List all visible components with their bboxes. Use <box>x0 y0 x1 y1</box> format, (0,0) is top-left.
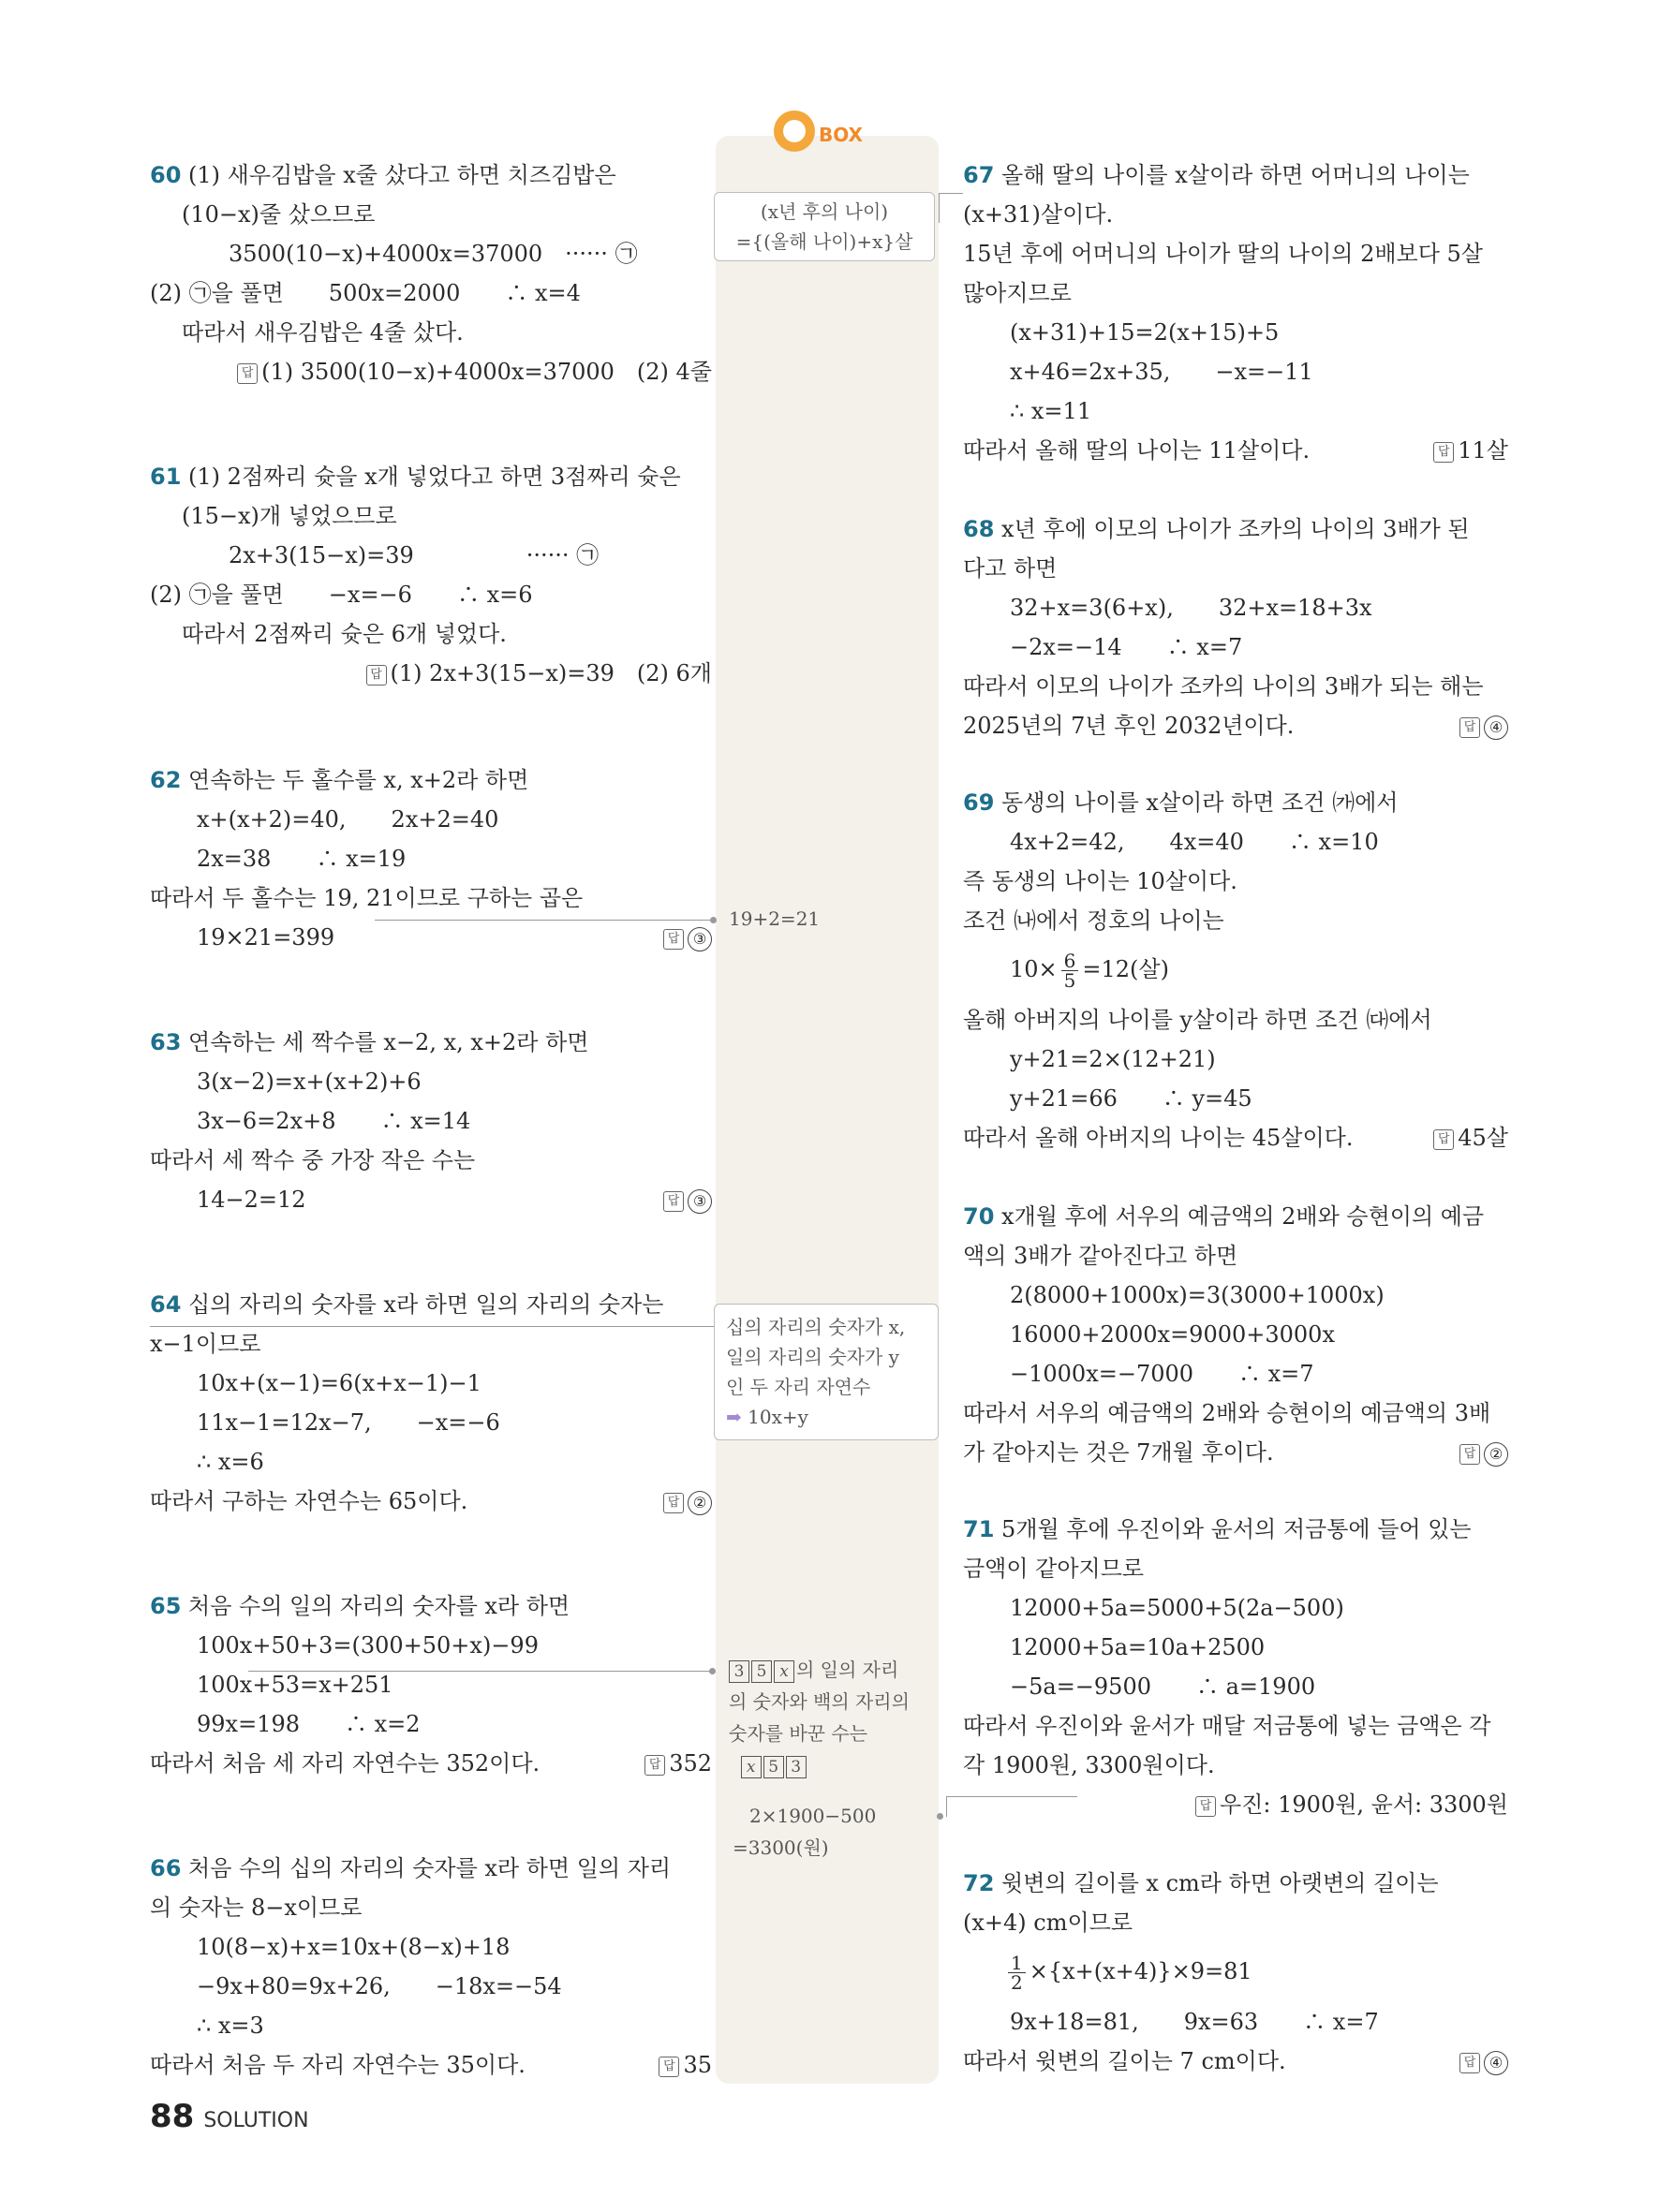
equation: 9x+18=81, 9x=63 ∴ x=7 <box>1010 2009 1379 2035</box>
line: 따라서 처음 세 자리 자연수는 352이다. <box>150 1750 541 1777</box>
line: x개월 후에 서우의 예금액의 2배와 승현이의 예금 <box>1001 1203 1485 1230</box>
problem-number: 64 <box>150 1291 182 1318</box>
qbox-logo <box>774 111 886 157</box>
note-line: 십의 자리의 숫자가 x, <box>726 1316 906 1338</box>
answer: 답 (1) 3500(10−x)+4000x=37000 (2) 4줄 <box>237 358 712 386</box>
equation: 10x+(x−1)=6(x+x−1)−1 <box>197 1370 481 1396</box>
problem-number: 61 <box>150 464 182 490</box>
line: (1) 2점짜리 슛을 x개 넣었다고 하면 3점짜리 슛은 <box>188 464 681 490</box>
answer: 답 (1) 2x+3(15−x)=39 (2) 6개 <box>366 659 712 687</box>
equation: 3x−6=2x+8 ∴ x=14 <box>197 1108 471 1134</box>
note-dot <box>710 917 717 923</box>
answer-icon: 답 <box>1459 717 1480 738</box>
line: 가 같아지는 것은 7개월 후이다. <box>963 1439 1274 1466</box>
answer-icon: 답 <box>663 929 684 950</box>
line: 처음 수의 십의 자리의 숫자를 x라 하면 일의 자리 <box>188 1855 672 1881</box>
line: 올해 딸의 나이를 x살이라 하면 어머니의 나이는 <box>1001 162 1470 188</box>
answer: 답 ② <box>1459 1438 1508 1467</box>
answer-icon: 답 <box>1433 442 1454 463</box>
equation: 100x+53=x+251 <box>197 1672 393 1698</box>
equation: 99x=198 ∴ x=2 <box>197 1711 421 1737</box>
equation: (x+31)+15=2(x+15)+5 <box>1010 319 1280 346</box>
problem-number: 65 <box>150 1593 182 1619</box>
note-yunseo-calc: 2×1900−500 =3300(원) <box>733 1805 877 1859</box>
line: 십의 자리의 숫자를 x라 하면 일의 자리의 숫자는 <box>188 1291 664 1318</box>
equation: 2x+3(15−x)=39 ······ ㉠ <box>229 542 600 568</box>
note-line: 인 두 자리 자연수 <box>726 1376 871 1398</box>
note-pointer <box>946 1796 1077 1797</box>
answer-icon: 답 <box>237 363 258 384</box>
line: 각 1900원, 3300원이다. <box>963 1752 1215 1778</box>
equation: ∴ x=6 <box>197 1449 264 1475</box>
equation: 12000+5a=10a+2500 <box>1010 1634 1266 1660</box>
line: (1) 새우김밥을 x줄 샀다고 하면 치즈김밥은 <box>188 162 616 188</box>
line: 다고 하면 <box>963 555 1058 582</box>
answer: 답 ④ <box>1459 2047 1508 2075</box>
answer: 답 352 <box>644 1749 712 1777</box>
note-pointer <box>939 193 963 194</box>
note-age-box <box>714 192 935 261</box>
line: 따라서 올해 딸의 나이는 11살이다. <box>963 437 1311 464</box>
equation: −9x+80=9x+26, −18x=−54 <box>197 1973 562 1999</box>
equation-fraction: $\frac{1}{2}$ ×{x+(x+4)}×9=81 <box>1004 1954 1252 1992</box>
line: 따라서 새우김밥은 4줄 샀다. <box>182 319 464 346</box>
equation: 100x+50+3=(300+50+x)−99 <box>197 1632 539 1659</box>
answer: 답 ③ <box>663 1186 712 1214</box>
equation: −5a=−9500 ∴ a=1900 <box>1010 1674 1316 1700</box>
equation: ∴ x=3 <box>197 2013 264 2039</box>
q-icon <box>774 111 815 152</box>
problem-number: 71 <box>963 1516 995 1542</box>
problem-number: 70 <box>963 1203 995 1230</box>
equation: 2x=38 ∴ x=19 <box>197 846 407 872</box>
answer-icon: 답 <box>663 1493 684 1513</box>
arrow-icon: ➡ <box>726 1406 742 1428</box>
equation: 14−2=12 <box>197 1187 306 1213</box>
line: 즉 동생의 나이는 10살이다. <box>963 868 1237 894</box>
qbox-strip <box>716 136 939 2084</box>
fraction: $\frac{6}{5}$ <box>1061 951 1079 990</box>
note-line: ➡ 10x+y <box>726 1406 808 1428</box>
equation: 19×21=399 <box>197 924 335 951</box>
line: x−1이므로 <box>150 1331 261 1357</box>
note-pointer <box>939 193 940 223</box>
line: 윗변의 길이를 x cm라 하면 아랫변의 길이는 <box>1001 1870 1439 1896</box>
note-odd-sum: 19+2=21 <box>729 907 821 930</box>
line: 연속하는 세 짝수를 x−2, x, x+2라 하면 <box>188 1029 589 1055</box>
note-pointer <box>946 1796 947 1817</box>
line: 따라서 윗변의 길이는 7 cm이다. <box>963 2048 1286 2074</box>
line: 2025년의 7년 후인 2032년이다. <box>963 713 1295 739</box>
note-pointer <box>150 1326 716 1327</box>
page-number: 88 <box>150 2098 195 2135</box>
page-footer <box>150 2098 309 2135</box>
line: 따라서 구하는 자연수는 65이다. <box>150 1488 468 1514</box>
line: (x+4) cm이므로 <box>963 1910 1133 1936</box>
fraction: $\frac{1}{2}$ <box>1008 1954 1026 1992</box>
note-pointer <box>375 920 712 921</box>
problem-number: 60 <box>150 162 182 188</box>
line: (2) ㉠을 풀면 −x=−6 ∴ x=6 <box>150 582 533 608</box>
answer: 답 35 <box>659 2051 712 2079</box>
note-two-digit-box <box>714 1304 939 1440</box>
line: 연속하는 두 홀수를 x, x+2라 하면 <box>188 767 529 793</box>
equation: x+46=2x+35, −x=−11 <box>1010 359 1313 385</box>
line: 따라서 이모의 나이가 조카의 나이의 3배가 되는 해는 <box>963 673 1484 700</box>
answer-icon: 답 <box>1195 1796 1216 1817</box>
note-pointer <box>248 1671 712 1672</box>
note-swap-digits: 3 5 x 의 일의 자리 의 숫자와 백의 자리의 숫자를 바꾼 수는 x 5 3 <box>729 1659 910 1777</box>
line: x년 후에 이모의 나이가 조카의 나이의 3배가 된 <box>1001 516 1470 542</box>
line: 따라서 우진이와 윤서가 매달 저금통에 넣는 금액은 각 <box>963 1713 1491 1739</box>
answer-icon: 답 <box>1433 1129 1454 1150</box>
line: (10−x)줄 샀으므로 <box>182 201 376 228</box>
answer-icon: 답 <box>644 1755 665 1776</box>
qbox-label: BOX <box>819 124 863 146</box>
line: 따라서 올해 아버지의 나이는 45살이다. <box>963 1125 1354 1151</box>
line: 의 숫자는 8−x이므로 <box>150 1895 363 1921</box>
equation: x+(x+2)=40, 2x+2=40 <box>197 806 499 833</box>
line: 따라서 2점짜리 슛은 6개 넣었다. <box>182 621 507 647</box>
note-dot <box>709 1668 716 1674</box>
line: (15−x)개 넣었으므로 <box>182 503 397 529</box>
problem-number: 67 <box>963 162 995 188</box>
line: 액의 3배가 같아진다고 하면 <box>963 1243 1238 1269</box>
equation: 12000+5a=5000+5(2a−500) <box>1010 1595 1344 1621</box>
answer: 답 ④ <box>1459 712 1508 740</box>
answer: 답 45살 <box>1433 1124 1508 1152</box>
line: 많아지므로 <box>963 280 1072 306</box>
section-label: SOLUTION <box>203 2109 309 2132</box>
answer-icon: 답 <box>366 665 387 686</box>
equation: 16000+2000x=9000+3000x <box>1010 1321 1335 1348</box>
problem-number: 69 <box>963 789 995 816</box>
problem-number: 66 <box>150 1855 182 1881</box>
equation: 11x−1=12x−7, −x=−6 <box>197 1409 500 1436</box>
problem-number: 62 <box>150 767 182 793</box>
line: 따라서 세 짝수 중 가장 작은 수는 <box>150 1147 476 1173</box>
answer: 답 우진: 1900원, 윤서: 3300원 <box>1195 1791 1508 1819</box>
line: (2) ㉠을 풀면 500x=2000 ∴ x=4 <box>150 280 581 306</box>
note-line: (x년 후의 나이) <box>760 200 889 223</box>
answer: 답 ② <box>663 1487 712 1515</box>
line: 처음 수의 일의 자리의 숫자를 x라 하면 <box>188 1593 570 1619</box>
line: (x+31)살이다. <box>963 201 1114 228</box>
answer-icon: 답 <box>1459 1444 1480 1465</box>
note-dot <box>937 1813 943 1820</box>
equation: 4x+2=42, 4x=40 ∴ x=10 <box>1010 829 1379 855</box>
equation-fraction: 10× $\frac{6}{5}$ =12(살) <box>1010 950 1169 992</box>
problem-number: 63 <box>150 1029 182 1055</box>
line: 15년 후에 어머니의 나이가 딸의 나이의 2배보다 5살 <box>963 241 1483 267</box>
equation: −2x=−14 ∴ x=7 <box>1010 634 1243 660</box>
problem-number: 72 <box>963 1870 995 1896</box>
line: 올해 아버지의 나이를 y살이라 하면 조건 ㈐에서 <box>963 1007 1432 1033</box>
equation: y+21=66 ∴ y=45 <box>1010 1085 1252 1112</box>
answer: 답 11살 <box>1433 436 1508 465</box>
answer: 답 ③ <box>663 923 712 951</box>
equation: ∴ x=11 <box>1010 398 1092 424</box>
equation: 32+x=3(6+x), 32+x=18+3x <box>1010 595 1372 621</box>
line: 조건 ㈏에서 정호의 나이는 <box>963 907 1224 934</box>
note-line: 일의 자리의 숫자가 y <box>726 1346 899 1368</box>
line: 5개월 후에 우진이와 윤서의 저금통에 들어 있는 <box>1001 1516 1472 1542</box>
equation: y+21=2×(12+21) <box>1010 1046 1216 1072</box>
line: 금액이 같아지므로 <box>963 1556 1145 1582</box>
equation: 10(8−x)+x=10x+(8−x)+18 <box>197 1934 511 1960</box>
equation: −1000x=−7000 ∴ x=7 <box>1010 1361 1314 1387</box>
answer-icon: 답 <box>663 1191 684 1212</box>
line: 따라서 두 홀수는 19, 21이므로 구하는 곱은 <box>150 885 584 911</box>
answer-icon: 답 <box>1459 2053 1480 2073</box>
note-line: ={(올해 나이)+x}살 <box>735 230 913 253</box>
problem-number: 68 <box>963 516 995 542</box>
line: 따라서 서우의 예금액의 2배와 승현이의 예금액의 3배 <box>963 1400 1491 1426</box>
answer-icon: 답 <box>659 2057 679 2077</box>
equation: 2(8000+1000x)=3(3000+1000x) <box>1010 1282 1385 1308</box>
equation: 3500(10−x)+4000x=37000 ······ ㉠ <box>229 241 638 267</box>
line: 따라서 처음 두 자리 자연수는 35이다. <box>150 2052 526 2078</box>
equation: 3(x−2)=x+(x+2)+6 <box>197 1069 422 1095</box>
line: 동생의 나이를 x살이라 하면 조건 ㈎에서 <box>1001 789 1399 816</box>
